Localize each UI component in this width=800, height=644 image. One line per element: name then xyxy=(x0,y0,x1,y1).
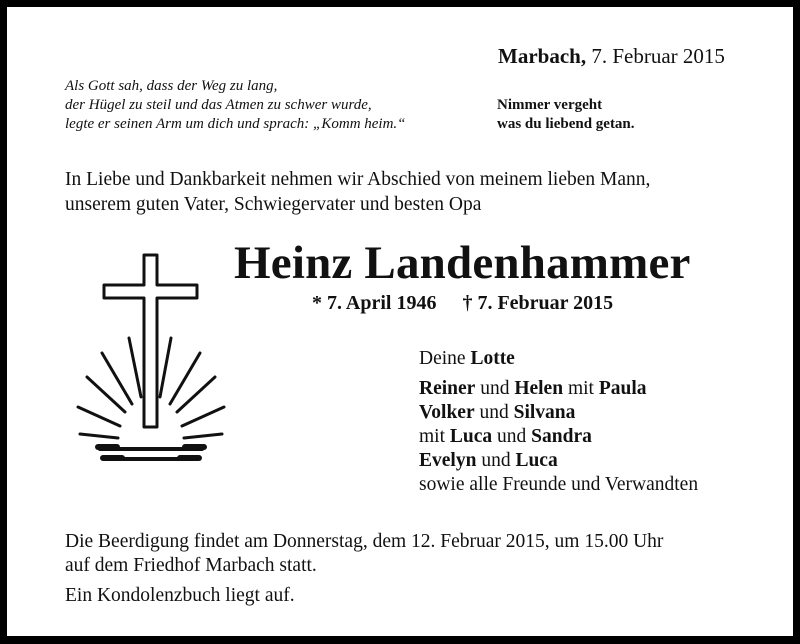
place: Marbach, xyxy=(498,44,587,68)
poem-line: Als Gott sah, dass der Weg zu lang, xyxy=(65,78,278,94)
family-line-spouse xyxy=(419,347,698,371)
family-name: Reiner xyxy=(419,378,476,399)
family-line xyxy=(419,401,698,425)
motto xyxy=(497,96,635,134)
family-name: Silvana xyxy=(513,402,576,423)
poem-line: legte er seinen Arm um dich und sprach: „Komm heim.“ xyxy=(65,116,406,132)
family-name: Helen xyxy=(514,378,564,399)
intro-line: unserem guten Vater, Schwiegervater und besten Opa xyxy=(65,194,482,215)
family-name: Luca xyxy=(515,450,558,471)
intro-text xyxy=(65,167,650,217)
family-text: mit xyxy=(419,426,450,447)
birth-date: * 7. April 1946 xyxy=(312,292,437,314)
poem-line: der Hügel zu steil und das Atmen zu schwer wurde, xyxy=(65,97,372,113)
funeral-info xyxy=(65,530,663,578)
motto-line: was du liebend getan. xyxy=(497,116,635,132)
family-text: und xyxy=(476,450,516,471)
obituary-notice xyxy=(7,7,793,636)
family-name: Sandra xyxy=(531,426,592,447)
family-text: Deine xyxy=(419,348,471,369)
deceased-name: Heinz Landenhammer xyxy=(234,237,691,289)
family-text: und xyxy=(475,378,515,399)
family-name: Lotte xyxy=(470,348,515,369)
death-date: † 7. Februar 2015 xyxy=(462,292,614,314)
poem xyxy=(65,77,406,134)
family-text: und xyxy=(474,402,514,423)
funeral-line: Die Beerdigung findet am Donnerstag, dem 12. Februar 2015, um 15.00 Uhr xyxy=(65,531,664,552)
family-list xyxy=(419,347,698,497)
family-name: Luca xyxy=(449,426,493,447)
family-text: mit xyxy=(563,378,599,399)
motto-line: Nimmer vergeht xyxy=(497,97,603,113)
family-name: Evelyn xyxy=(419,450,477,471)
life-dates xyxy=(312,292,613,315)
family-text: und xyxy=(492,426,532,447)
place-date xyxy=(498,44,725,69)
family-line: sowie alle Freunde und Verwandten xyxy=(419,474,699,495)
family-name: Volker xyxy=(419,402,475,423)
cross-with-rays-icon xyxy=(62,252,237,467)
family-name: Paula xyxy=(598,378,647,399)
family-line xyxy=(419,425,698,449)
notice-date: 7. Februar 2015 xyxy=(591,44,725,68)
family-line xyxy=(419,377,698,401)
intro-line: In Liebe und Dankbarkeit nehmen wir Abschied von meinem lieben Mann, xyxy=(65,169,651,190)
family-line xyxy=(419,449,698,473)
funeral-line: auf dem Friedhof Marbach statt. xyxy=(65,555,317,576)
condolence-note: Ein Kondolenzbuch liegt auf. xyxy=(65,585,295,606)
